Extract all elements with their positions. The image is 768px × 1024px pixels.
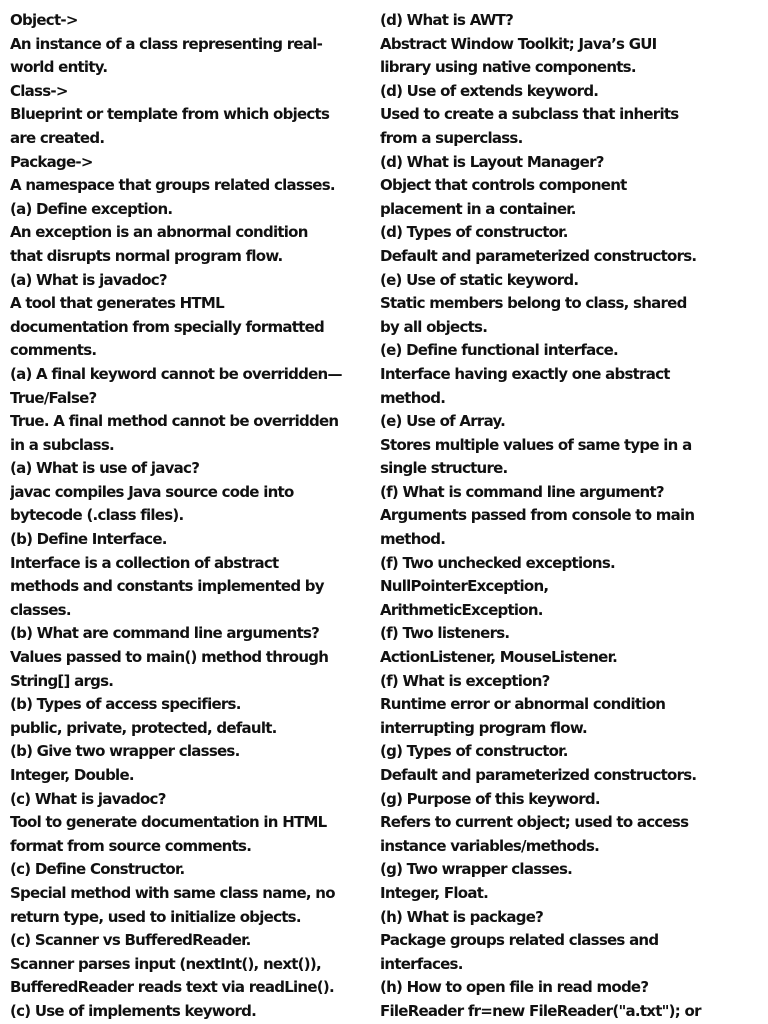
note-line: Scanner parses input (nextInt(), next()), [10,954,321,973]
note-line: documentation from specially formatted [10,317,324,336]
note-line: (c) Use of implements keyword. [10,1001,257,1020]
note-line: Package groups related classes and [380,931,659,950]
note-line: Default and parameterized constructors. [380,766,697,784]
note-line: (b) Define Interface. [10,530,167,549]
note-line: Object that controls component [380,176,627,195]
note-line: in a subclass. [10,435,114,454]
note-line: FileReader fr=new FileReader("a.txt"); or [380,1001,701,1020]
note-line: Integer, Double. [10,766,134,784]
note-line: method. [380,530,446,549]
note-line: ActionListener, MouseListener. [380,648,618,667]
note-line: format from source comments. [10,836,252,855]
note-line: (g) Types of constructor. [380,742,568,761]
note-line: Runtime error or abnormal condition [380,695,666,714]
note-line: (d) What is Layout Manager? [380,152,604,171]
note-line: A tool that generates HTML [10,294,224,313]
note-line: (e) Use of Array. [380,412,506,431]
note-line: method. [380,388,446,407]
note-line: (f) Two unchecked exceptions. [380,553,615,572]
note-line: by all objects. [380,317,488,336]
note-line: Stores multiple values of same type in a [380,435,692,454]
note-line: instance variables/methods. [380,836,600,855]
note-line: Static members belong to class, shared [380,294,687,313]
note-line: Arguments passed from console to main [380,506,695,525]
note-line: interfaces. [380,954,463,973]
note-line: NullPointerException, [380,577,549,596]
note-line: ArithmeticException. [380,600,543,619]
left-notes-column [10,9,376,1024]
note-line: Interface having exactly one abstract [380,364,670,383]
note-line: True. A final method cannot be overridden [10,412,339,431]
note-line: (b) What are command line arguments? [10,624,320,643]
note-line: Values passed to main() method through [10,648,329,667]
note-line: (h) What is package? [380,907,544,926]
note-line: world entity. [10,58,108,77]
note-line: (a) What is use of javac? [10,459,200,478]
note-line: (e) Define functional interface. [380,341,619,360]
note-line: (h) How to open file in read mode? [380,978,649,997]
note-line: Package-> [10,152,93,171]
note-line: library using native components. [380,58,636,77]
note-line: (f) What is exception? [380,671,550,690]
note-line: Used to create a subclass that inherits [380,105,679,124]
note-line: methods and constants implemented by [10,577,324,596]
note-line: Blueprint or template from which objects [10,105,330,124]
note-line: An instance of a class representing real- [10,34,323,53]
note-line: (d) Use of extends keyword. [380,81,599,100]
note-line: (g) Two wrapper classes. [380,860,573,879]
note-line: (c) What is javadoc? [10,789,166,808]
note-line: Abstract Window Toolkit; Java’s GUI [380,34,657,53]
note-line: classes. [10,600,71,619]
note-line: A namespace that groups related classes. [10,176,335,195]
note-line: (a) Define exception. [10,199,173,218]
note-line: placement in a container. [380,199,576,218]
note-line: are created. [10,128,105,147]
note-line: Interface is a collection of abstract [10,553,279,572]
note-line: Default and parameterized constructors. [380,246,697,265]
note-line: Class-> [10,81,68,100]
note-line: (c) Scanner vs BufferedReader. [10,931,251,950]
note-line: (b) Types of access specifiers. [10,695,241,714]
note-line: (d) Types of constructor. [380,223,568,242]
note-line: (a) What is javadoc? [10,270,167,289]
note-line: Object-> [10,11,78,29]
note-line: javac compiles Java source code into [10,482,294,501]
note-line: public, private, protected, default. [10,718,277,737]
note-line: that disrupts normal program flow. [10,246,283,265]
note-line: (c) Define Constructor. [10,860,185,879]
note-line: (g) Purpose of this keyword. [380,789,600,808]
note-line: Special method with same class name, no [10,883,335,902]
note-line: (f) Two listeners. [380,624,510,643]
note-line: Tool to generate documentation in HTML [10,813,327,832]
note-line: BufferedReader reads text via readLine(). [10,978,334,997]
note-line: single structure. [380,459,508,478]
note-line: comments. [10,341,97,360]
note-line: return type, used to initialize objects. [10,907,301,926]
note-line: (f) What is command line argument? [380,482,664,501]
note-line: bytecode (.class files). [10,506,184,525]
note-line: True/False? [10,388,97,407]
note-line: (b) Give two wrapper classes. [10,742,240,761]
note-line: (e) Use of static keyword. [380,270,579,289]
note-line: Integer, Float. [380,883,489,902]
note-line: (d) What is AWT? [380,11,514,29]
right-notes-column [380,9,764,1024]
note-line: interrupting program flow. [380,718,587,737]
note-line: (a) A final keyword cannot be overridden— [10,364,342,383]
note-line: from a superclass. [380,128,523,147]
note-line: Refers to current object; used to access [380,813,689,832]
note-line: String[] args. [10,671,114,690]
note-line: An exception is an abnormal condition [10,223,308,242]
